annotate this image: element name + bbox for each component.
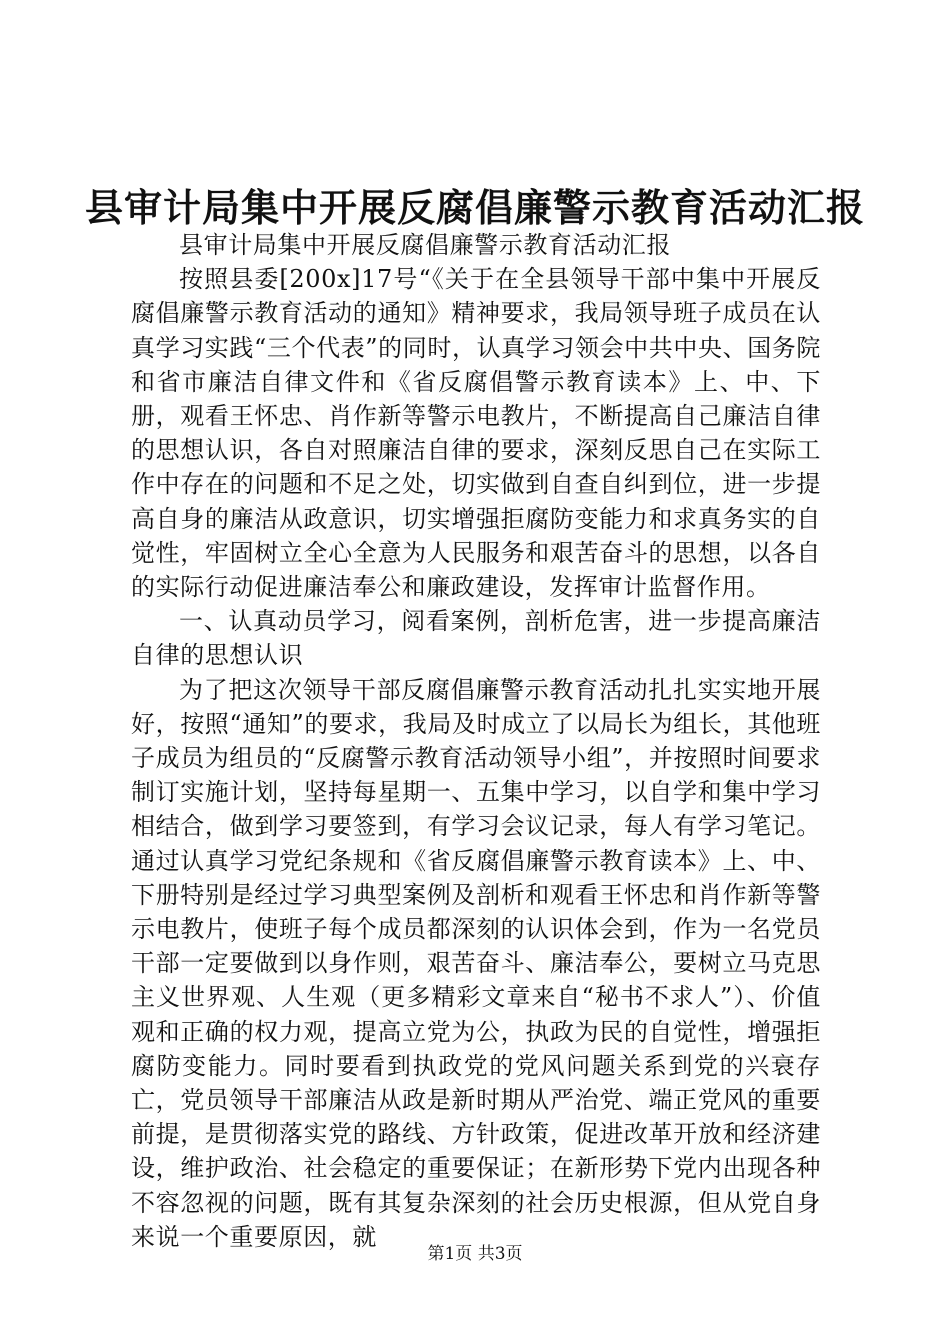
section-heading: 一、认真动员学习，阅看案例，剖析危害，进一步提高廉洁自律的思想认识 <box>131 607 821 670</box>
section-paragraph: 为了把这次领导干部反腐倡廉警示教育活动扎扎实实地开展好，按照“通知”的要求，我局及时成立了以局长为组长，其他班子成员为组员的“反腐警示教育活动领导小组”，并按照时间要求制订实施计划，坚持每星期一、五集中学习，以自学和集中学习相结合，做到学习要签到，有学习会议记录，每人有学习笔记。通过认真学习党纪条规和《省反腐倡廉警示教育读本》上、中、下册特别是经过学习典型案例及剖析和观看王怀忠和肖作新等警示电教片，使班子每个成员都深刻的认识体会到，作为一名党员干部一定要做到以身作则，艰苦奋斗、廉洁奉公，要树立马克思主义世界观、人生观（更多精彩文章来自“秘书不求人”）、价值观和正确的权力观，提高立党为公，执政为民的自觉性，增强拒腐防变能力。同时要看到执政党的党风问题关系到党的兴衰存亡，党员领导干部廉洁从政是新时期从严治党、端正党风的重要前提，是贯彻落实党的路线、方针政策，促进改革开放和经济建设，维护政治、社会稳定的重要保证；在新形势下党内出现各种不容忽视的问题，既有其复杂深刻的社会历史根源，但从党自身来说一个重要原因，就 <box>131 675 821 1251</box>
subtitle-paragraph: 县审计局集中开展反腐倡廉警示教育活动汇报 <box>179 231 671 259</box>
document-title: 县审计局集中开展反腐倡廉警示教育活动汇报 <box>84 185 865 230</box>
page-footer: 第1页 共3页 <box>427 1244 523 1264</box>
intro-paragraph: 按照县委[200x]17号“《关于在全县领导干部中集中开展反腐倡廉警示教育活动的通知》精神要求，我局领导班子成员在认真学习实践“三个代表”的同时，认真学习领会中共中央、国务院和省市廉洁自律文件和《省反腐倡警示教育读本》上、中、下册，观看王怀忠、肖作新等警示电教片，不断提高自己廉洁自律的思想认识，各自对照廉洁自律的要求，深刻反思自己在实际工作中存在的问题和不足之处，切实做到自查自纠到位，进一步提高自身的廉洁从政意识，切实增强拒腐防变能力和求真务实的自觉性，牢固树立全心全意为人民服务和艰苦奋斗的思想，以各自的实际行动促进廉洁奉公和廉政建设，发挥审计监督作用。 <box>131 265 821 602</box>
document-body <box>131 228 821 1254</box>
